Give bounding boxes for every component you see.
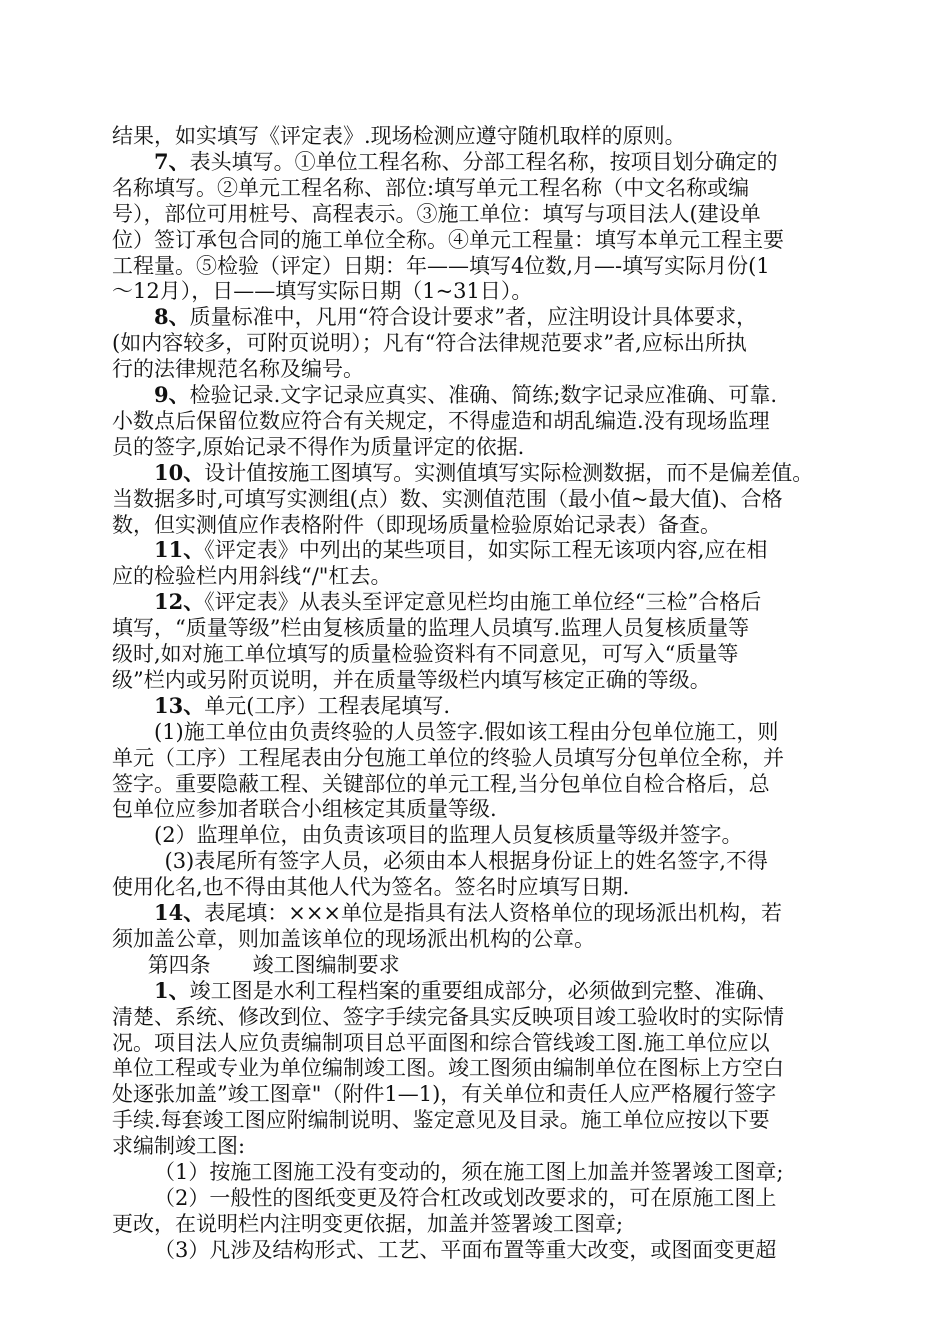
line-text: (1)施工单位由负责终验的人员签字.假如该工程由分包单位施工，则 <box>154 719 779 744</box>
line-text: 须加盖公章，则加盖该单位的现场派出机构的公章。 <box>112 926 595 951</box>
line-text: 检验记录.文字记录应真实、准确、简练;数字记录应准确、可靠. <box>189 383 778 407</box>
line-text: 应的检验栏内用斜线“/"杠去。 <box>112 564 392 589</box>
line-text: (如内容较多，可附页说明）；凡有“符合法律规范要求”者,应标出所执 <box>112 331 747 356</box>
text-line <box>112 1235 838 1265</box>
item-number: 10、 <box>154 459 205 485</box>
line-text: 单位工程或专业为单位编制竣工图。竣工图须由编制单位在图标上方空白 <box>112 1056 784 1081</box>
line-text: 求编制竣工图: <box>112 1134 246 1159</box>
line-text: 单元(工序）工程表尾填写. <box>204 693 451 718</box>
line-text: 表尾填：×××单位是指具有法人资格单位的现场派出机构，若 <box>204 901 783 925</box>
line-text: 小数点后保留位数应符合有关规定，不得虚造和胡乱编造.没有现场监理 <box>112 408 770 433</box>
item-number: 14、 <box>154 900 205 925</box>
line-text: 《评定表》从表头至评定意见栏均由施工单位经“三检”合格后 <box>204 590 762 615</box>
line-text: （2）一般性的图纸变更及符合杠改或划改要求的，可在原施工图上 <box>154 1185 777 1210</box>
line-text: 清楚、系统、修改到位、签字手续完备具实反映项目竣工验收时的实际情 <box>112 1004 784 1029</box>
line-text: 结果，如实填写《评定表》.现场检测应遵守随机取样的原则。 <box>112 124 686 148</box>
item-number: 1、 <box>154 977 190 1003</box>
line-text: 单元（工序）工程尾表由分包施工单位的终验人员填写分包单位全称，并 <box>112 745 784 770</box>
line-text: (3)表尾所有签字人员，必须由本人根据身份证上的姓名签字,不得 <box>164 849 768 874</box>
line-text: 第四条 竣工图编制要求 <box>147 952 400 977</box>
line-text: 况。项目法人应负责编制项目总平面图和综合管线竣工图.施工单位应以 <box>112 1030 770 1055</box>
line-text: 质量标准中，凡用“符合设计要求”者，应注明设计具体要求， <box>189 305 758 330</box>
line-text: 员的签字,原始记录不得作为质量评定的依据. <box>112 434 525 459</box>
line-text: 包单位应参加者联合小组核定其质量等级. <box>112 797 497 822</box>
line-text: 数，但实测值应作表格附件（即现场质量检验原始记录表）备查。 <box>112 512 721 537</box>
line-text: 使用化名,也不得由其他人代为签名。签名时应填写日期. <box>112 875 630 900</box>
line-text: 当数据多时,可填写实测组(点）数、实测值范围（最小值~最大值)、合格 <box>112 486 783 511</box>
line-text: 行的法律规范名称及编号。 <box>112 357 364 382</box>
line-text: （1）按施工图施工没有变动的，须在施工图上加盖并签署竣工图章; <box>154 1160 784 1184</box>
line-text: 签字。重要隐蔽工程、关键部位的单元工程,当分包单位自检合格后，总 <box>112 771 770 796</box>
line-text: 手续.每套竣工图应附编制说明、鉴定意见及目录。施工单位应按以下要 <box>112 1108 770 1133</box>
line-text: 处逐张加盖”竣工图章"（附件1—1)，有关单位和责任人应严格履行签字 <box>112 1082 777 1107</box>
line-text: 表头填写。①单位工程名称、分部工程名称，按项目划分确定的 <box>189 149 778 174</box>
item-number: 9、 <box>154 382 190 407</box>
line-text: 竣工图是水利工程档案的重要组成部分，必须做到完整、准确、 <box>189 978 778 1003</box>
item-number: 13、 <box>154 692 205 718</box>
line-text: （3）凡涉及结构形式、工艺、平面布置等重大改变，或图面变更超 <box>154 1237 777 1262</box>
item-number: 11、 <box>154 537 205 563</box>
line-text: 更改，在说明栏内注明变更依据，加盖并签署竣工图章; <box>112 1211 624 1236</box>
line-text: 设计值按施工图填写。实测值填写实际检测数据，而不是偏差值。 <box>204 460 814 485</box>
line-text: 工程量。⑤检验（评定）日期：年——填写4位数,月—-填写实际月份(1 <box>112 253 770 278</box>
line-text: (2）监理单位，由负责该项目的监理人员复核质量等级并签字。 <box>154 823 743 848</box>
line-text: ～12月），日——填写实际日期（1~31日）。 <box>112 279 533 304</box>
item-number: 7、 <box>154 148 190 174</box>
item-number: 12、 <box>154 589 205 615</box>
line-text: 号），部位可用桩号、高程表示。③施工单位：填写与项目法人(建设单 <box>112 201 761 226</box>
line-text: 名称填写。②单元工程名称、部位:填写单元工程名称（中文名称或编 <box>112 175 750 200</box>
line-text: 位）签订承包合同的施工单位全称。④单元工程量：填写本单元工程主要 <box>112 227 784 252</box>
line-text: 填写，“质量等级”栏由复核质量的监理人员填写.监理人员复核质量等 <box>112 616 750 641</box>
line-text: 级时,如对施工单位填写的质量检验资料有不同意见，可写入“质量等 <box>112 642 739 666</box>
line-text: 级”栏内或另附页说明，并在质量等级栏内填写核定正确的等级。 <box>112 667 711 692</box>
line-text: 《评定表》中列出的某些项目，如实际工程无该项内容,应在相 <box>204 538 768 563</box>
item-number: 8、 <box>154 304 190 330</box>
